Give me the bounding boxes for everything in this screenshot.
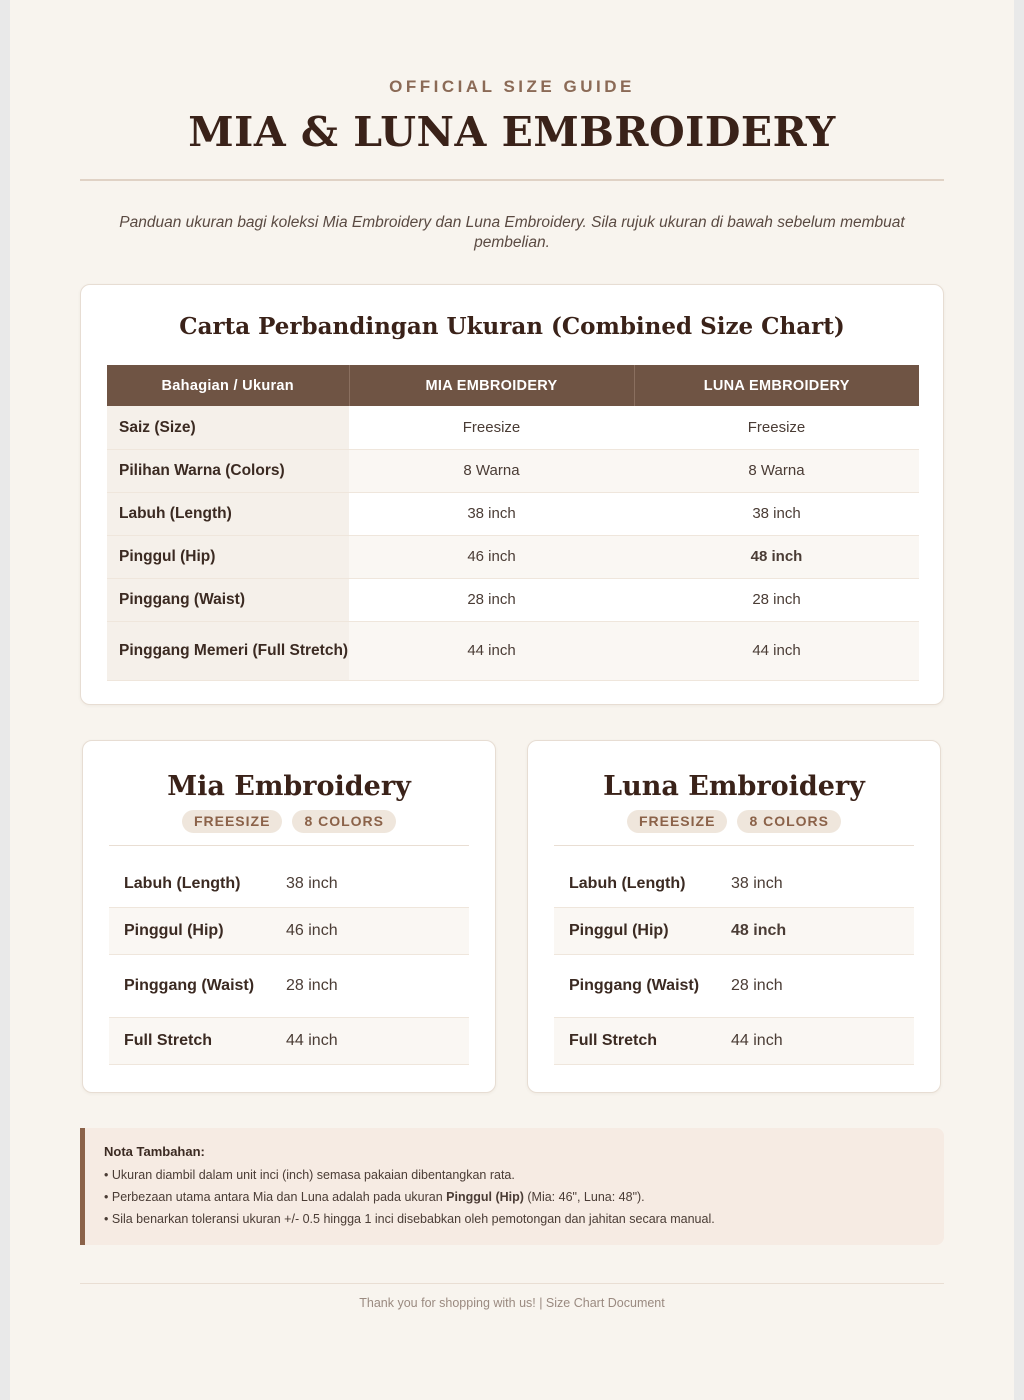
footer-divider	[80, 1283, 944, 1284]
note-emphasis: Pinggul (Hip)	[446, 1190, 524, 1204]
mia-value: 46 inch	[349, 535, 634, 578]
freesize-badge: FREESIZE	[627, 810, 727, 833]
combined-size-table	[107, 365, 919, 681]
measurement-value: 28 inch	[286, 977, 338, 994]
notes-list	[104, 1164, 944, 1230]
measurement-label: Pinggul (Hip)	[124, 922, 224, 939]
card-divider	[109, 845, 469, 846]
luna-card-title: Luna Embroidery	[603, 771, 865, 802]
list-item	[109, 908, 469, 955]
mia-embroidery-card	[82, 740, 496, 1093]
list-item	[554, 955, 914, 1018]
row-label: Pinggang Memeri (Full Stretch)	[107, 621, 349, 680]
measurement-value: 44 inch	[286, 1032, 338, 1049]
additional-notes	[80, 1128, 944, 1245]
luna-value: 28 inch	[634, 578, 919, 621]
table-row	[107, 449, 919, 492]
row-label: Labuh (Length)	[107, 492, 349, 535]
measurement-label: Pinggang (Waist)	[124, 977, 255, 994]
mia-value: 44 inch	[349, 621, 634, 680]
row-label: Pinggang (Waist)	[107, 578, 349, 621]
luna-embroidery-card	[527, 740, 941, 1093]
row-label: Pilihan Warna (Colors)	[107, 449, 349, 492]
luna-value: Freesize	[634, 406, 919, 449]
list-item	[554, 1018, 914, 1065]
eyebrow-label: OFFICIAL SIZE GUIDE	[389, 77, 635, 96]
list-item	[109, 861, 469, 908]
measurement-label: Pinggang (Waist)	[569, 977, 700, 994]
header-part: Bahagian / Ukuran	[107, 365, 349, 406]
card-divider	[554, 845, 914, 846]
intro-text: Panduan ukuran bagi koleksi Mia Embroidery dan Luna Embroidery. Sila rujuk ukuran di bawah sebelum membuat pembelian.	[119, 214, 905, 251]
list-item	[554, 908, 914, 955]
measurement-value: 46 inch	[286, 922, 338, 939]
mia-badges	[83, 810, 495, 833]
note-item: • Ukuran diambil dalam unit inci (inch) semasa pakaian dibentangkan rata.	[104, 1164, 944, 1186]
combined-size-chart-card	[80, 284, 944, 705]
note-text: (Mia: 46", Luna: 48").	[523, 1190, 645, 1204]
mia-value: Freesize	[349, 406, 634, 449]
row-label: Pinggul (Hip)	[107, 535, 349, 578]
luna-value: 38 inch	[634, 492, 919, 535]
notes-title: Nota Tambahan:	[104, 1144, 205, 1159]
mia-value: 38 inch	[349, 492, 634, 535]
row-label: Saiz (Size)	[107, 406, 349, 449]
size-guide-page	[10, 0, 1014, 1400]
colors-badge: 8 COLORS	[292, 810, 396, 833]
luna-value: 8 Warna	[634, 449, 919, 492]
measurement-label: Labuh (Length)	[124, 875, 241, 892]
note-item: • Sila benarkan toleransi ukuran +/- 0.5 hingga 1 inci disebabkan oleh pemotongan dan jahitan secara manual.	[104, 1208, 944, 1230]
measurement-value: 28 inch	[731, 977, 783, 994]
list-item	[109, 1018, 469, 1065]
combined-chart-title: Carta Perbandingan Ukuran (Combined Size Chart)	[179, 313, 845, 340]
note-text: Perbezaan utama antara Mia dan Luna adalah pada ukuran	[111, 1190, 447, 1204]
table-header-row	[107, 365, 919, 406]
table-row	[107, 535, 919, 578]
luna-measurements	[554, 861, 914, 1065]
mia-value: 8 Warna	[349, 449, 634, 492]
header-luna: LUNA EMBROIDERY	[634, 365, 919, 406]
mia-card-title: Mia Embroidery	[167, 771, 411, 802]
freesize-badge: FREESIZE	[182, 810, 282, 833]
mia-measurements	[109, 861, 469, 1065]
luna-value-highlight: 48 inch	[634, 535, 919, 578]
measurement-value: 44 inch	[731, 1032, 783, 1049]
measurement-label: Full Stretch	[124, 1032, 213, 1049]
measurement-value-highlight: 48 inch	[731, 922, 787, 939]
list-item	[109, 955, 469, 1018]
measurement-value: 38 inch	[731, 875, 783, 892]
note-item	[104, 1186, 944, 1208]
list-item	[554, 861, 914, 908]
page-title: MIA & LUNA EMBROIDERY	[188, 108, 836, 156]
footer-text: Thank you for shopping with us! | Size Chart Document	[359, 1296, 665, 1310]
table-row	[107, 621, 919, 680]
luna-badges	[528, 810, 940, 833]
colors-badge: 8 COLORS	[737, 810, 841, 833]
table-row	[107, 406, 919, 449]
measurement-label: Full Stretch	[569, 1032, 658, 1049]
table-row	[107, 578, 919, 621]
title-divider	[80, 179, 944, 181]
header-mia: MIA EMBROIDERY	[349, 365, 634, 406]
table-row	[107, 492, 919, 535]
mia-value: 28 inch	[349, 578, 634, 621]
measurement-label: Pinggul (Hip)	[569, 922, 669, 939]
measurement-label: Labuh (Length)	[569, 875, 686, 892]
luna-value: 44 inch	[634, 621, 919, 680]
measurement-value: 38 inch	[286, 875, 338, 892]
